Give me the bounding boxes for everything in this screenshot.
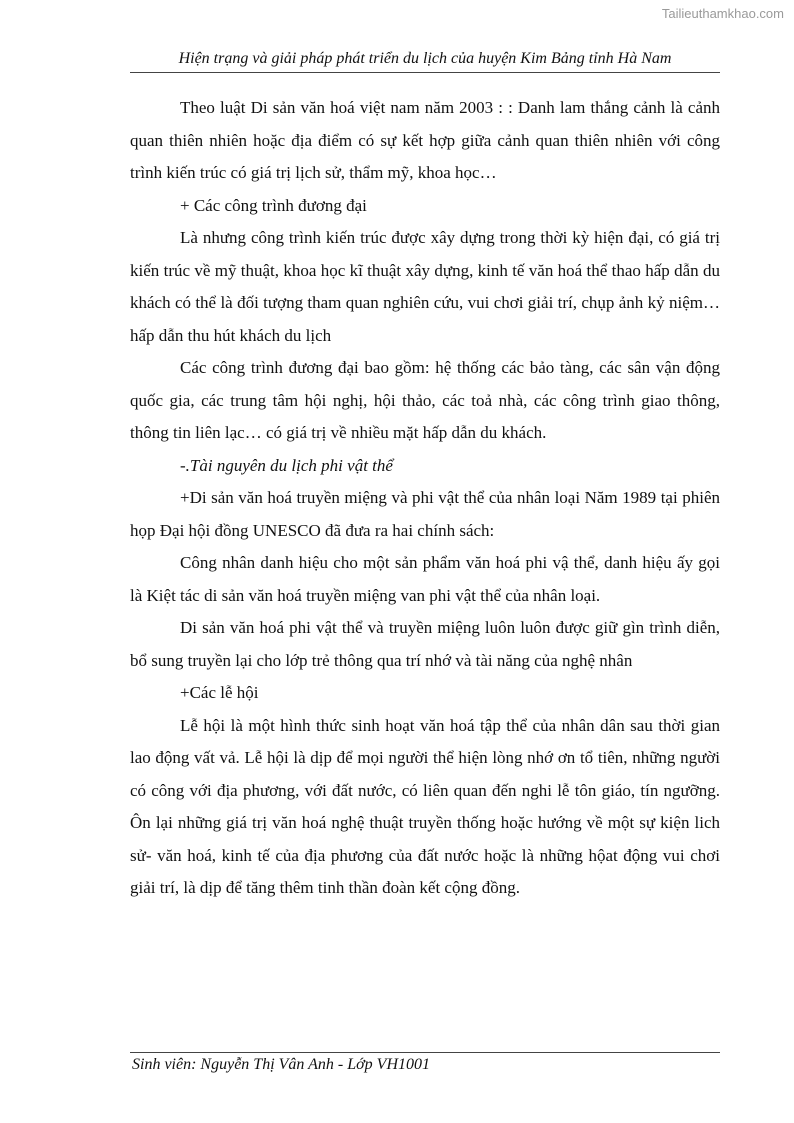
- page-footer: Sinh viên: Nguyễn Thị Vân Anh - Lớp VH1001: [132, 1056, 430, 1073]
- subheading-festivals: +Các lễ hội: [180, 683, 259, 702]
- paragraph-unesco-policy: +Di sản văn hoá truyền miệng và phi vật thể của nhân loại Năm 1989 tại phiên họp Đại hội đồng UNESCO đã đưa ra hai chính sách:: [130, 488, 720, 540]
- watermark: Tailieuthamkhao.com: [661, 6, 784, 21]
- paragraph-heritage-law: Theo luật Di sản văn hoá việt nam năm 2003 : : Danh lam thắng cảnh là cảnh quan thiên nhiên hoặc địa điểm có sự kết hợp giữa cảnh quan thiên nhiên với công trình kiến trúc có giá trị lịch sử, thẩm mỹ, khoa học…: [130, 98, 720, 182]
- paragraph-masterpiece-title: Công nhân danh hiệu cho một sản phẩm văn hoá phi vậ thể, danh hiệu ấy gọi là Kiệt tác di sản văn hoá truyền miệng van phi vật thể của nhân loại.: [130, 553, 720, 605]
- subheading-modern-works: + Các công trình đương đại: [180, 195, 367, 215]
- document-body: [130, 92, 720, 905]
- paragraph-modern-works-list: Các công trình đương đại bao gồm: hệ thống các bảo tàng, các sân vận động quốc gia, các trung tâm hội nghị, hội thảo, các toả nhà, các công trình giao thông, thông tin liên lạc… có giá trị về nhiều mặt hấp dẫn du khách.: [130, 358, 720, 442]
- subheading-intangible-resources: -.Tài nguyên du lịch phi vật thể: [180, 455, 393, 475]
- footer-divider: [130, 1052, 720, 1053]
- paragraph-festivals-description: Lễ hội là một hình thức sinh hoạt văn hoá tập thể của nhân dân sau thời gian lao động vất vả. Lễ hội là dịp để mọi người thể hiện lòng nhớ ơn tổ tiên, những người có công với địa phương, với đất nước, có liên quan đến nghi lễ tôn giáo, tín ngưỡng. Ôn lại những giá trị văn hoá nghệ thuật truyền thống hoặc hướng về một sự kiện lich sử- văn hoá, kinh tế của địa phương của đất nước hoặc là những hộat động vui chơi giải trí, là dịp để tăng thêm tinh thần đoàn kết cộng đồng.: [130, 715, 720, 897]
- paragraph-modern-works-definition: Là nhưng công trình kiến trúc được xây dựng trong thời kỳ hiện đại, có giá trị kiến trúc về mỹ thuật, khoa học kĩ thuật xây dựng, kinh tế văn hoá thể thao hấp dẫn du khách có thể là đối tượng tham quan nghiên cứu, vui chơi giải trí, chụp ảnh kỷ niệm… hấp dẫn thu hút khách du lịch: [130, 228, 720, 345]
- header-divider: [130, 72, 720, 73]
- page-header-title: Hiện trạng và giải pháp phát triển du lịch của huyện Kim Bảng tỉnh Hà Nam: [178, 50, 672, 67]
- paragraph-preservation: Di sản văn hoá phi vật thể và truyền miệng luôn luôn được giữ gìn trình diễn, bổ sung truyền lại cho lớp trẻ thông qua trí nhớ và tài năng của nghệ nhân: [130, 618, 720, 670]
